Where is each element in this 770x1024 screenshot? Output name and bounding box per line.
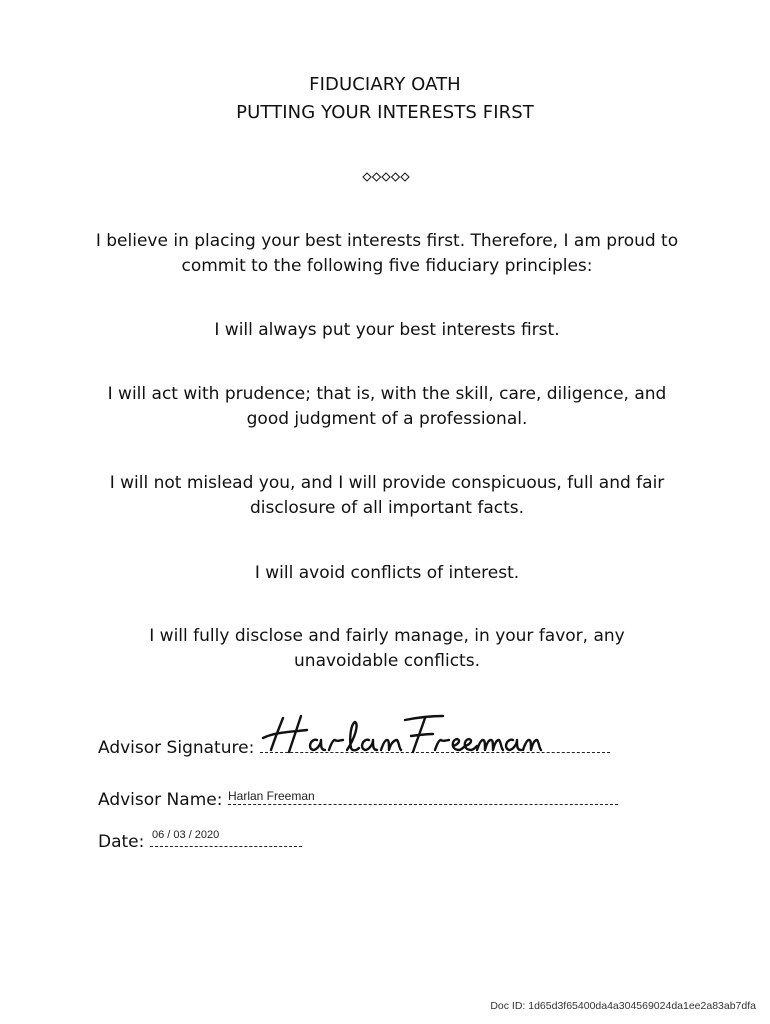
date-label: Date: (98, 832, 145, 852)
principle-1: I will always put your best interests first. (214, 320, 560, 340)
advisor-name-field[interactable] (98, 790, 618, 810)
diamond-divider-icon (362, 171, 410, 183)
document-title: FIDUCIARY OATH (309, 74, 461, 95)
date-value: 06 / 03 / 2020 (152, 829, 220, 841)
handwritten-signature (255, 708, 545, 758)
advisor-name-value: Harlan Freeman (228, 789, 315, 803)
principle-4: I will avoid conflicts of interest. (254, 563, 520, 583)
principle-2: I will act with prudence; that is, with the skill, care, diligence, and good judgment of a professional. (107, 384, 667, 429)
signature-label: Advisor Signature: (98, 738, 255, 758)
document-subtitle: PUTTING YOUR INTERESTS FIRST (236, 102, 534, 123)
intro-paragraph: I believe in placing your best interests first. Therefore, I am proud to commit to the following five fiduciary principles: (95, 231, 679, 276)
principle-5: I will fully disclose and fairly manage, in your favor, any unavoidable conflicts. (149, 626, 625, 671)
advisor-name-label: Advisor Name: (98, 790, 223, 810)
doc-id: Doc ID: 1d65d3f65400da4a304569024da1ee2a83ab7dfa (490, 1000, 756, 1012)
principle-3: I will not mislead you, and I will provide conspicuous, full and fair disclosure of all important facts. (109, 473, 665, 518)
